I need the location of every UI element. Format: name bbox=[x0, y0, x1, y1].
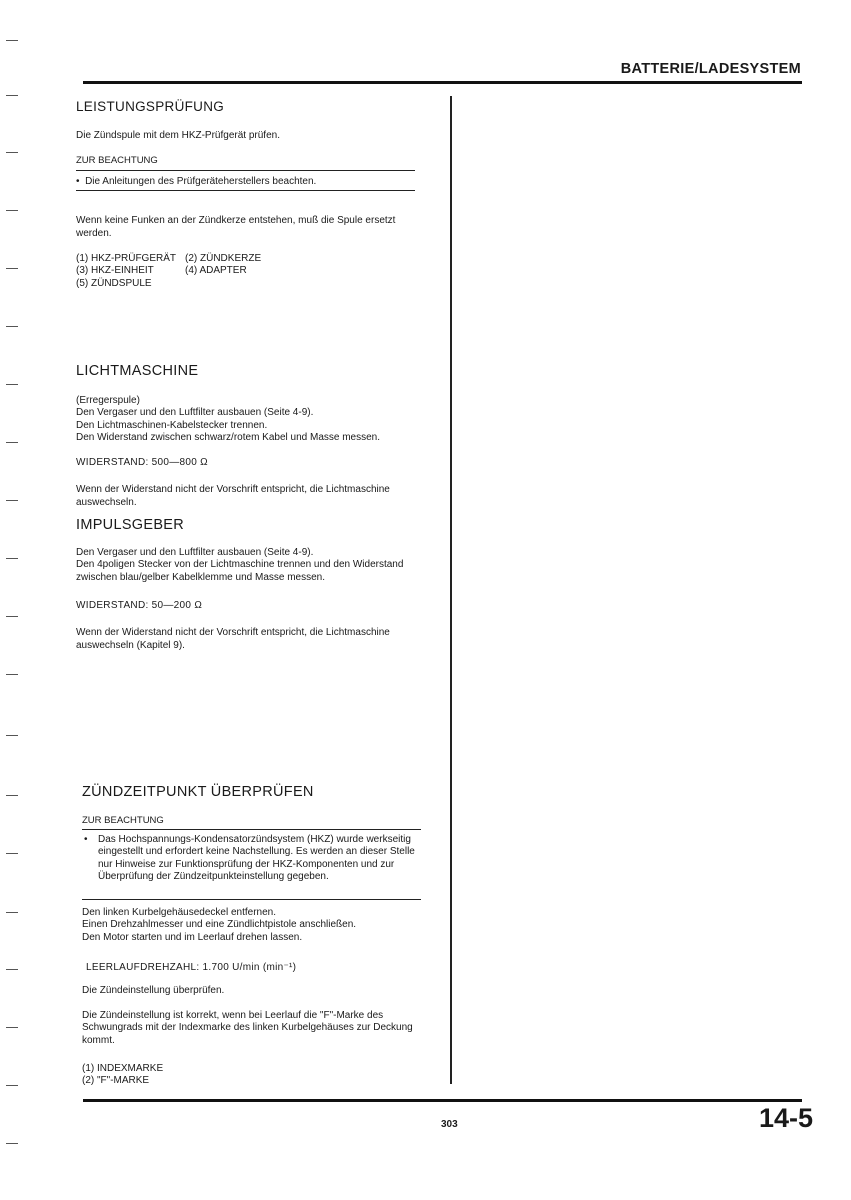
text-line: Einen Drehzahlmesser und eine Zündlichtpistole anschließen. bbox=[82, 919, 357, 931]
text-line: Den Motor starten und im Leerlauf drehen lassen. bbox=[82, 931, 303, 943]
section-page-number: 14-5 bbox=[758, 1103, 813, 1133]
heading-impulsgeber: IMPULSGEBER bbox=[76, 517, 185, 533]
note-rule bbox=[76, 190, 415, 191]
margin-tick bbox=[6, 442, 18, 443]
margin-tick bbox=[6, 40, 18, 41]
note-label: ZUR BEACHTUNG bbox=[76, 155, 158, 166]
zuend-check: Die Zündeinstellung überprüfen. bbox=[82, 985, 225, 996]
legend-item: (1) INDEXMARKE bbox=[82, 1063, 164, 1074]
margin-tick bbox=[6, 853, 18, 854]
zuend-instructions bbox=[82, 907, 442, 944]
margin-tick bbox=[6, 210, 18, 211]
margin-tick bbox=[6, 735, 18, 736]
licht-instructions bbox=[76, 395, 436, 444]
heading-leistungspruefung: LEISTUNGSPRÜFUNG bbox=[76, 99, 225, 114]
legend-item: (5) ZÜNDSPULE bbox=[76, 277, 152, 289]
zuend-paragraph: Die Zündeinstellung ist korrekt, wenn bei Leerlauf die "F"-Marke des Schwungrads mit der Indexmarke des linken Kurbelgehäuses zur Deckung kommt. bbox=[82, 1010, 413, 1046]
margin-tick bbox=[6, 152, 18, 153]
text-line: (Erregerspule) bbox=[76, 395, 140, 406]
impuls-paragraph: Wenn der Widerstand nicht der Vorschrift entspricht, die Lichtmaschine auswechseln (Kapitel 9). bbox=[76, 627, 390, 651]
legend-leistung bbox=[76, 253, 176, 290]
note-bullet-text: Die Anleitungen des Prüfgeräteherstellers beachten. bbox=[85, 176, 317, 187]
margin-tick bbox=[6, 384, 18, 385]
spec-widerstand-impuls: WIDERSTAND: 50—200 Ω bbox=[76, 600, 203, 611]
margin-tick bbox=[6, 326, 18, 327]
legend-leistung-right bbox=[185, 253, 261, 278]
text-line: Den 4poligen Stecker von der Lichtmaschine trennen und den Widerstand zwischen blau/gelber Kabelklemme und Masse messen. bbox=[76, 559, 404, 583]
spec-leerlaufdrehzahl: LEERLAUFDREHZAHL: 1.700 U/min (min⁻¹) bbox=[86, 962, 297, 973]
legend-item: (4) ADAPTER bbox=[185, 265, 247, 277]
leistung-intro: Die Zündspule mit dem HKZ-Prüfgerät prüfen. bbox=[76, 130, 280, 141]
legend-item: (2) "F"-MARKE bbox=[82, 1075, 150, 1087]
bullet-icon: • bbox=[76, 176, 86, 187]
margin-tick bbox=[6, 1027, 18, 1028]
margin-tick bbox=[6, 912, 18, 913]
margin-tick bbox=[6, 1085, 18, 1086]
heading-lichtmaschine: LICHTMASCHINE bbox=[76, 363, 199, 379]
heading-zuendzeitpunkt: ZÜNDZEITPUNKT ÜBERPRÜFEN bbox=[82, 784, 314, 800]
note-bullet bbox=[82, 834, 427, 884]
note-rule bbox=[76, 170, 415, 171]
note-label: ZUR BEACHTUNG bbox=[82, 815, 164, 826]
note-rule bbox=[82, 899, 421, 900]
margin-tick bbox=[6, 969, 18, 970]
text-line: Den Vergaser und den Luftfilter ausbauen (Seite 4-9). bbox=[76, 407, 314, 419]
margin-tick bbox=[6, 1143, 18, 1144]
margin-tick bbox=[6, 500, 18, 501]
licht-paragraph: Wenn der Widerstand nicht der Vorschrift entspricht, die Lichtmaschine auswechseln. bbox=[76, 484, 390, 508]
footer-rule bbox=[83, 1099, 802, 1102]
legend-item: (3) HKZ-EINHEIT bbox=[76, 265, 154, 277]
text-line: Den linken Kurbelgehäusedeckel entfernen. bbox=[82, 907, 277, 918]
text-line: Den Vergaser und den Luftfilter ausbauen (Seite 4-9). bbox=[76, 547, 314, 558]
spec-widerstand-licht: WIDERSTAND: 500—800 Ω bbox=[76, 457, 208, 468]
note-rule bbox=[82, 829, 421, 830]
text-line: Den Widerstand zwischen schwarz/rotem Kabel und Masse messen. bbox=[76, 431, 381, 443]
margin-tick bbox=[6, 795, 18, 796]
margin-tick bbox=[6, 95, 18, 96]
legend-zuend bbox=[82, 1063, 163, 1088]
margin-tick bbox=[6, 558, 18, 559]
margin-tick bbox=[6, 268, 18, 269]
margin-tick bbox=[6, 674, 18, 675]
text-line: Den Lichtmaschinen-Kabelstecker trennen. bbox=[76, 419, 268, 431]
note-bullet bbox=[76, 176, 416, 189]
page-header-title: BATTERIE/LADESYSTEM bbox=[620, 61, 801, 77]
bullet-icon: • bbox=[84, 834, 88, 845]
impuls-instructions bbox=[76, 547, 426, 584]
note-bullet-text: Das Hochspannungs-Kondensatorzündsystem (HKZ) wurde werkseitig eingestellt und erfordert keine Nachstellung. Es werden an dieser Stelle nur Hinweise zur Funktionsprüfung der HKZ-Komponenten und zur Überprüfung der Zündzeitpunkteinstellung gegeben. bbox=[98, 834, 415, 883]
header-rule bbox=[83, 81, 802, 84]
margin-tick bbox=[6, 616, 18, 617]
page-number: 303 bbox=[441, 1119, 458, 1130]
leistung-paragraph: Wenn keine Funken an der Zündkerze entstehen, muß die Spule ersetzt werden. bbox=[76, 215, 396, 239]
column-divider bbox=[450, 96, 452, 1084]
legend-item: (1) HKZ-PRÜFGERÄT bbox=[76, 253, 176, 264]
legend-item: (2) ZÜNDKERZE bbox=[185, 253, 262, 264]
